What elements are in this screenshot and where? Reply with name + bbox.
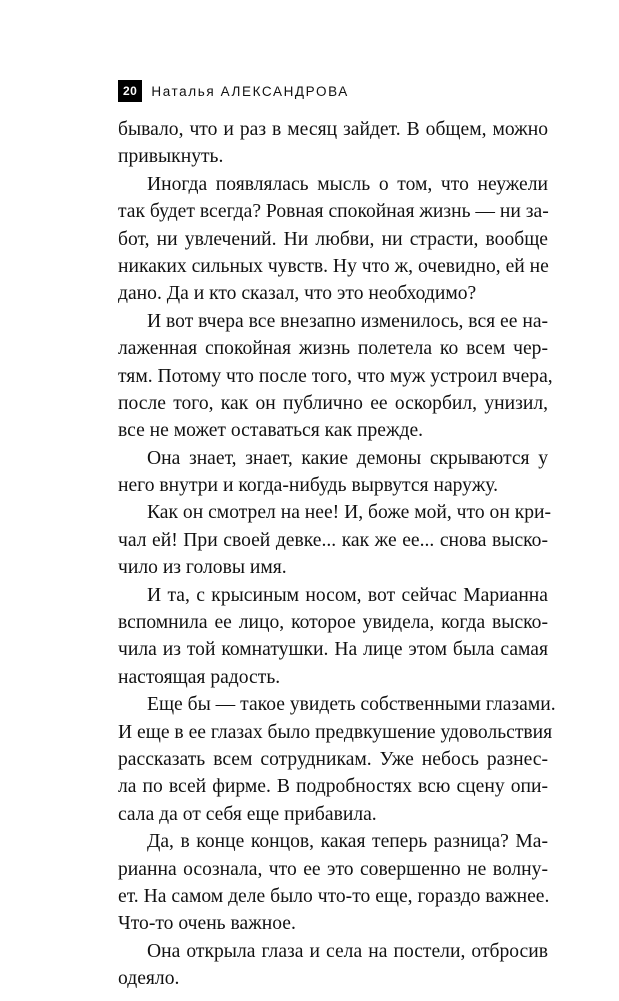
text-line: И вот вчера все внезапно изменилось, вся ее на- — [147, 310, 549, 332]
text-line: Она знает, знает, какие демоны скрываются у — [147, 447, 548, 469]
text-line: него внутри и когда-нибудь вырвутся наружу. — [118, 475, 498, 497]
text-line: Еще бы — такое увидеть собственными глазами. — [147, 694, 556, 716]
running-header — [118, 80, 349, 102]
text-line: Она открыла глаза и села на постели, отбросив — [147, 940, 548, 962]
text-line: рианна осознала, что ее это совершенно не волну- — [118, 858, 548, 880]
text-line: Да, в конце концов, какая теперь разница? Ма- — [147, 831, 548, 853]
text-line: рассказать всем сотрудникам. Уже небось разнес- — [118, 748, 548, 770]
text-line: после того, как он публично ее оскорбил, унизил, — [118, 392, 548, 414]
text-line: лаженная спокойная жизнь полетела ко всем чер- — [118, 338, 548, 360]
text-line: Как он смотрел на нее! И, боже мой, что он кри- — [147, 502, 552, 524]
text-line: сала да от себя еще прибавила. — [118, 803, 377, 825]
text-line: никаких сильных чувств. Ну что ж, очевидно, ей не — [118, 255, 549, 277]
text-line: все не может оставаться как прежде. — [118, 420, 424, 442]
text-line: настоящая радость. — [118, 666, 281, 688]
text-line: И та, с крысиным носом, вот сейчас Марианна — [147, 584, 548, 606]
text-line: привыкнуть. — [118, 146, 224, 168]
text-line: Иногда появлялась мысль о том, что неужели — [147, 173, 548, 195]
text-line: так будет всегда? Ровная спокойная жизнь — ни за- — [118, 201, 549, 223]
text-line: ла по всей фирме. В подробностях всю сцену опи- — [118, 776, 548, 798]
text-line: Что-то очень важное. — [118, 913, 296, 935]
text-line: вспомнила ее лицо, которое увидела, когда выско- — [118, 612, 548, 634]
text-line: одеяло. — [118, 968, 180, 990]
text-line: чал ей! При своей девке... как же ее... снова выско- — [118, 529, 548, 551]
page-number: 20 — [118, 80, 142, 102]
body-text — [118, 116, 556, 993]
text-line: чило из головы имя. — [118, 557, 287, 579]
author-name: Наталья АЛЕКСАНДРОВА — [151, 83, 349, 99]
text-line: тям. Потому что после того, что муж устроил вчера, — [118, 365, 553, 387]
text-line: дано. Да и кто сказал, что это необходимо? — [118, 283, 477, 305]
text-line: чила из той комнатушки. На лице этом была самая — [118, 639, 548, 661]
text-line: бывало, что и раз в месяц зайдет. В общем, можно — [118, 119, 548, 140]
text-line: ет. На самом деле было что-то еще, гораздо важнее. — [118, 885, 550, 907]
text-line: бот, ни увлечений. Ни любви, ни страсти, вообще — [118, 228, 548, 250]
text-line: И еще в ее глазах было предвкушение удовольствия — [118, 721, 553, 743]
